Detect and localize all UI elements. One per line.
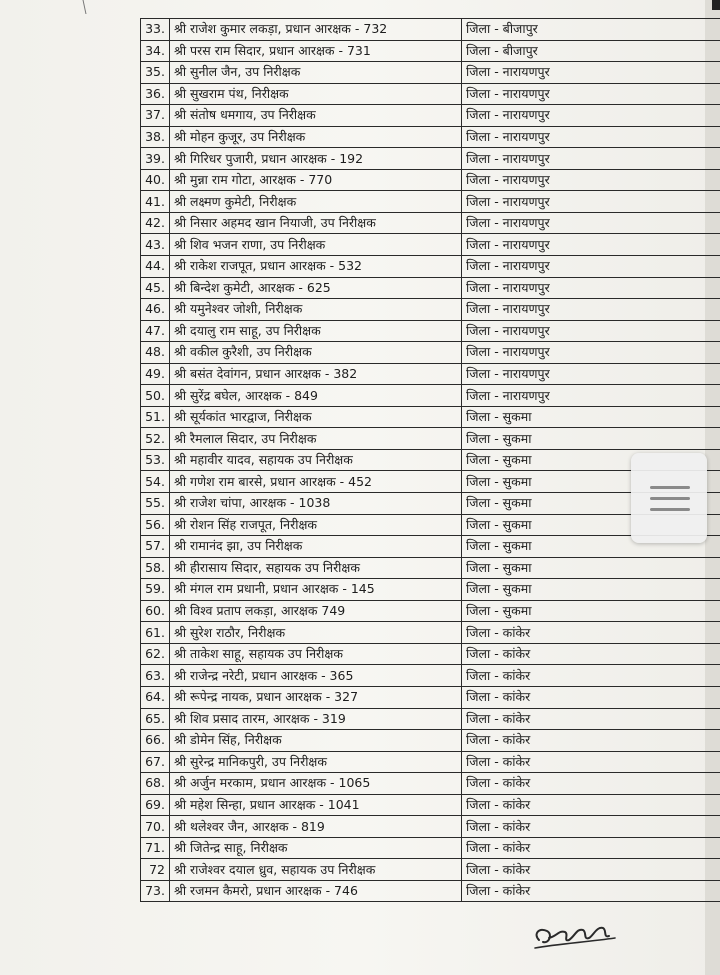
table-row bbox=[100, 40, 720, 62]
officer-name-rank: श्री थलेश्वर जैन, आरक्षक - 819 bbox=[170, 816, 462, 838]
row-spacer bbox=[100, 449, 141, 471]
row-spacer bbox=[100, 686, 141, 708]
row-spacer bbox=[100, 40, 141, 62]
row-spacer bbox=[100, 600, 141, 622]
district: जिला - नारायणपुर bbox=[462, 212, 720, 234]
row-spacer bbox=[100, 751, 141, 773]
table-row bbox=[100, 794, 720, 816]
officer-name-rank: श्री रजमन कैमरो, प्रधान आरक्षक - 746 bbox=[170, 880, 462, 902]
officer-name-rank: श्री परस राम सिदार, प्रधान आरक्षक - 731 bbox=[170, 40, 462, 62]
officer-name-rank: श्री डोमेन सिंह, निरीक्षक bbox=[170, 730, 462, 752]
officer-name-rank: श्री शिव भजन राणा, उप निरीक्षक bbox=[170, 234, 462, 256]
row-number: 46. bbox=[141, 299, 170, 321]
row-number: 51. bbox=[141, 406, 170, 428]
table-row bbox=[100, 557, 720, 579]
row-number: 39. bbox=[141, 148, 170, 170]
district: जिला - नारायणपुर bbox=[462, 234, 720, 256]
district: जिला - कांकेर bbox=[462, 859, 720, 881]
row-spacer bbox=[100, 622, 141, 644]
officer-name-rank: श्री राजेश कुमार लकड़ा, प्रधान आरक्षक - 732 bbox=[170, 19, 462, 41]
table-row bbox=[100, 234, 720, 256]
row-number: 42. bbox=[141, 212, 170, 234]
district: जिला - बीजापुर bbox=[462, 19, 720, 41]
table-row bbox=[100, 773, 720, 795]
row-spacer bbox=[100, 816, 141, 838]
district: जिला - कांकेर bbox=[462, 730, 720, 752]
officer-name-rank: श्री मोहन कुजूर, उप निरीक्षक bbox=[170, 126, 462, 148]
officer-name-rank: श्री सुखराम पंथ, निरीक्षक bbox=[170, 83, 462, 105]
district: जिला - नारायणपुर bbox=[462, 342, 720, 364]
officer-name-rank: श्री बिन्देश कुमेटी, आरक्षक - 625 bbox=[170, 277, 462, 299]
district: जिला - नारायणपुर bbox=[462, 148, 720, 170]
row-spacer bbox=[100, 665, 141, 687]
district: जिला - कांकेर bbox=[462, 665, 720, 687]
district: जिला - सुकमा bbox=[462, 406, 720, 428]
table-row bbox=[100, 600, 720, 622]
officer-name-rank: श्री मंगल राम प्रधानी, प्रधान आरक्षक - 145 bbox=[170, 579, 462, 601]
table-row bbox=[100, 299, 720, 321]
row-number: 61. bbox=[141, 622, 170, 644]
district: जिला - सुकमा bbox=[462, 428, 720, 450]
table-row bbox=[100, 406, 720, 428]
district: जिला - कांकेर bbox=[462, 622, 720, 644]
district: जिला - बीजापुर bbox=[462, 40, 720, 62]
officer-name-rank: श्री राजेश चांपा, आरक्षक - 1038 bbox=[170, 493, 462, 515]
district: जिला - नारायणपुर bbox=[462, 126, 720, 148]
officer-name-rank: श्री रोशन सिंह राजपूत, निरीक्षक bbox=[170, 514, 462, 536]
officer-name-rank: श्री रैमलाल सिदार, उप निरीक्षक bbox=[170, 428, 462, 450]
row-number: 63. bbox=[141, 665, 170, 687]
row-spacer bbox=[100, 320, 141, 342]
table-row bbox=[100, 686, 720, 708]
row-number: 72 bbox=[141, 859, 170, 881]
row-spacer bbox=[100, 126, 141, 148]
grip-line-icon bbox=[650, 486, 690, 489]
officer-name-rank: श्री अर्जुन मरकाम, प्रधान आरक्षक - 1065 bbox=[170, 773, 462, 795]
officer-name-rank: श्री महेश सिन्हा, प्रधान आरक्षक - 1041 bbox=[170, 794, 462, 816]
table-row bbox=[100, 320, 720, 342]
row-number: 64. bbox=[141, 686, 170, 708]
row-number: 50. bbox=[141, 385, 170, 407]
district: जिला - सुकमा bbox=[462, 471, 720, 493]
row-spacer bbox=[100, 234, 141, 256]
officer-name-rank: श्री संतोष धमगाय, उप निरीक्षक bbox=[170, 105, 462, 127]
row-number: 65. bbox=[141, 708, 170, 730]
row-spacer bbox=[100, 277, 141, 299]
district: जिला - कांकेर bbox=[462, 773, 720, 795]
row-number: 38. bbox=[141, 126, 170, 148]
row-spacer bbox=[100, 708, 141, 730]
row-spacer bbox=[100, 579, 141, 601]
row-number: 37. bbox=[141, 105, 170, 127]
row-spacer bbox=[100, 83, 141, 105]
officer-name-rank: श्री रामानंद झा, उप निरीक्षक bbox=[170, 536, 462, 558]
table-row bbox=[100, 212, 720, 234]
district: जिला - नारायणपुर bbox=[462, 169, 720, 191]
officer-name-rank: श्री सुरेंद्र बघेल, आरक्षक - 849 bbox=[170, 385, 462, 407]
row-spacer bbox=[100, 514, 141, 536]
district: जिला - कांकेर bbox=[462, 837, 720, 859]
officer-name-rank: श्री सूर्यकांत भारद्वाज, निरीक्षक bbox=[170, 406, 462, 428]
table-row bbox=[100, 665, 720, 687]
district: जिला - नारायणपुर bbox=[462, 385, 720, 407]
table-row bbox=[100, 191, 720, 213]
table-row bbox=[100, 148, 720, 170]
row-spacer bbox=[100, 148, 141, 170]
district: जिला - कांकेर bbox=[462, 643, 720, 665]
row-spacer bbox=[100, 730, 141, 752]
row-number: 70. bbox=[141, 816, 170, 838]
row-spacer bbox=[100, 880, 141, 902]
corner-mark bbox=[712, 0, 720, 10]
officer-name-rank: श्री रूपेन्द्र नायक, प्रधान आरक्षक - 327 bbox=[170, 686, 462, 708]
table-row bbox=[100, 256, 720, 278]
officer-name-rank: श्री मुन्ना राम गोटा, आरक्षक - 770 bbox=[170, 169, 462, 191]
table-row bbox=[100, 579, 720, 601]
row-spacer bbox=[100, 557, 141, 579]
district: जिला - सुकमा bbox=[462, 600, 720, 622]
officer-name-rank: श्री राजेन्द्र नरेटी, प्रधान आरक्षक - 365 bbox=[170, 665, 462, 687]
district: जिला - नारायणपुर bbox=[462, 191, 720, 213]
officer-name-rank: श्री ताकेश साहू, सहायक उप निरीक्षक bbox=[170, 643, 462, 665]
district: जिला - कांकेर bbox=[462, 751, 720, 773]
table-row bbox=[100, 471, 720, 493]
row-spacer bbox=[100, 493, 141, 515]
table-row bbox=[100, 880, 720, 902]
table-row bbox=[100, 126, 720, 148]
row-spacer bbox=[100, 256, 141, 278]
row-number: 33. bbox=[141, 19, 170, 41]
district: जिला - नारायणपुर bbox=[462, 277, 720, 299]
table-row bbox=[100, 622, 720, 644]
row-number: 36. bbox=[141, 83, 170, 105]
row-spacer bbox=[100, 169, 141, 191]
row-spacer bbox=[100, 363, 141, 385]
personnel-table-body bbox=[100, 19, 720, 902]
row-spacer bbox=[100, 299, 141, 321]
row-number: 43. bbox=[141, 234, 170, 256]
table-row bbox=[100, 536, 720, 558]
district: जिला - कांकेर bbox=[462, 816, 720, 838]
table-row bbox=[100, 83, 720, 105]
row-number: 48. bbox=[141, 342, 170, 364]
district: जिला - नारायणपुर bbox=[462, 320, 720, 342]
row-spacer bbox=[100, 643, 141, 665]
district: जिला - सुकमा bbox=[462, 449, 720, 471]
officer-name-rank: श्री जितेन्द्र साहू, निरीक्षक bbox=[170, 837, 462, 859]
table-row bbox=[100, 19, 720, 41]
district: जिला - नारायणपुर bbox=[462, 363, 720, 385]
row-spacer bbox=[100, 406, 141, 428]
row-number: 52. bbox=[141, 428, 170, 450]
row-spacer bbox=[100, 212, 141, 234]
row-spacer bbox=[100, 859, 141, 881]
row-spacer bbox=[100, 773, 141, 795]
row-number: 57. bbox=[141, 536, 170, 558]
row-spacer bbox=[100, 342, 141, 364]
officer-name-rank: श्री सुनील जैन, उप निरीक्षक bbox=[170, 62, 462, 84]
row-number: 60. bbox=[141, 600, 170, 622]
district: जिला - सुकमा bbox=[462, 557, 720, 579]
officer-name-rank: श्री राकेश राजपूत, प्रधान आरक्षक - 532 bbox=[170, 256, 462, 278]
table-row bbox=[100, 385, 720, 407]
table-row bbox=[100, 751, 720, 773]
table-row bbox=[100, 363, 720, 385]
row-spacer bbox=[100, 536, 141, 558]
scroll-handle[interactable] bbox=[631, 453, 707, 543]
row-number: 56. bbox=[141, 514, 170, 536]
officer-name-rank: श्री लक्ष्मण कुमेटी, निरीक्षक bbox=[170, 191, 462, 213]
district: जिला - कांकेर bbox=[462, 708, 720, 730]
officer-name-rank: श्री दयालु राम साहू, उप निरीक्षक bbox=[170, 320, 462, 342]
officer-name-rank: श्री सुरेश राठौर, निरीक्षक bbox=[170, 622, 462, 644]
row-number: 68. bbox=[141, 773, 170, 795]
table-row bbox=[100, 859, 720, 881]
row-number: 59. bbox=[141, 579, 170, 601]
row-spacer bbox=[100, 428, 141, 450]
row-number: 55. bbox=[141, 493, 170, 515]
row-number: 40. bbox=[141, 169, 170, 191]
row-number: 54. bbox=[141, 471, 170, 493]
row-number: 34. bbox=[141, 40, 170, 62]
row-number: 45. bbox=[141, 277, 170, 299]
row-spacer bbox=[100, 105, 141, 127]
table-row bbox=[100, 837, 720, 859]
row-number: 73. bbox=[141, 880, 170, 902]
district: जिला - कांकेर bbox=[462, 880, 720, 902]
row-spacer bbox=[100, 837, 141, 859]
officer-name-rank: श्री गिरिधर पुजारी, प्रधान आरक्षक - 192 bbox=[170, 148, 462, 170]
district: जिला - कांकेर bbox=[462, 686, 720, 708]
table-row bbox=[100, 342, 720, 364]
district: जिला - सुकमा bbox=[462, 514, 720, 536]
officer-name-rank: श्री सुरेन्द्र मानिकपुरी, उप निरीक्षक bbox=[170, 751, 462, 773]
row-spacer bbox=[100, 191, 141, 213]
row-number: 35. bbox=[141, 62, 170, 84]
row-number: 71. bbox=[141, 837, 170, 859]
row-number: 49. bbox=[141, 363, 170, 385]
row-number: 69. bbox=[141, 794, 170, 816]
district: जिला - सुकमा bbox=[462, 493, 720, 515]
officer-name-rank: श्री विश्व प्रताप लकड़ा, आरक्षक 749 bbox=[170, 600, 462, 622]
row-number: 44. bbox=[141, 256, 170, 278]
row-spacer bbox=[100, 471, 141, 493]
officer-name-rank: श्री महावीर यादव, सहायक उप निरीक्षक bbox=[170, 449, 462, 471]
personnel-table bbox=[100, 18, 720, 902]
row-spacer bbox=[100, 62, 141, 84]
district: जिला - नारायणपुर bbox=[462, 83, 720, 105]
table-row bbox=[100, 62, 720, 84]
table-row bbox=[100, 428, 720, 450]
table-row bbox=[100, 643, 720, 665]
table-row bbox=[100, 169, 720, 191]
officer-name-rank: श्री निसार अहमद खान नियाजी, उप निरीक्षक bbox=[170, 212, 462, 234]
row-number: 41. bbox=[141, 191, 170, 213]
officer-name-rank: श्री वकील कुरैशी, उप निरीक्षक bbox=[170, 342, 462, 364]
table-row bbox=[100, 493, 720, 515]
district: जिला - नारायणपुर bbox=[462, 256, 720, 278]
row-number: 66. bbox=[141, 730, 170, 752]
paper-fold-mark bbox=[83, 0, 99, 14]
row-spacer bbox=[100, 19, 141, 41]
officer-name-rank: श्री राजेश्वर दयाल ध्रुव, सहायक उप निरीक्षक bbox=[170, 859, 462, 881]
table-row bbox=[100, 514, 720, 536]
row-number: 67. bbox=[141, 751, 170, 773]
officer-name-rank: श्री हीरासाय सिदार, सहायक उप निरीक्षक bbox=[170, 557, 462, 579]
row-number: 53. bbox=[141, 449, 170, 471]
row-number: 47. bbox=[141, 320, 170, 342]
officer-name-rank: श्री गणेश राम बारसे, प्रधान आरक्षक - 452 bbox=[170, 471, 462, 493]
row-number: 58. bbox=[141, 557, 170, 579]
officer-name-rank: श्री शिव प्रसाद तारम, आरक्षक - 319 bbox=[170, 708, 462, 730]
table-row bbox=[100, 277, 720, 299]
table-row bbox=[100, 449, 720, 471]
district: जिला - सुकमा bbox=[462, 536, 720, 558]
district: जिला - नारायणपुर bbox=[462, 62, 720, 84]
row-number: 62. bbox=[141, 643, 170, 665]
signature bbox=[527, 908, 627, 958]
officer-name-rank: श्री यमुनेश्वर जोशी, निरीक्षक bbox=[170, 299, 462, 321]
officer-name-rank: श्री बसंत देवांगन, प्रधान आरक्षक - 382 bbox=[170, 363, 462, 385]
district: जिला - नारायणपुर bbox=[462, 105, 720, 127]
table-row bbox=[100, 708, 720, 730]
grip-line-icon bbox=[650, 508, 690, 511]
grip-line-icon bbox=[650, 497, 690, 500]
row-spacer bbox=[100, 794, 141, 816]
district: जिला - सुकमा bbox=[462, 579, 720, 601]
district: जिला - कांकेर bbox=[462, 794, 720, 816]
district: जिला - नारायणपुर bbox=[462, 299, 720, 321]
table-row bbox=[100, 730, 720, 752]
table-row bbox=[100, 105, 720, 127]
row-spacer bbox=[100, 385, 141, 407]
table-row bbox=[100, 816, 720, 838]
